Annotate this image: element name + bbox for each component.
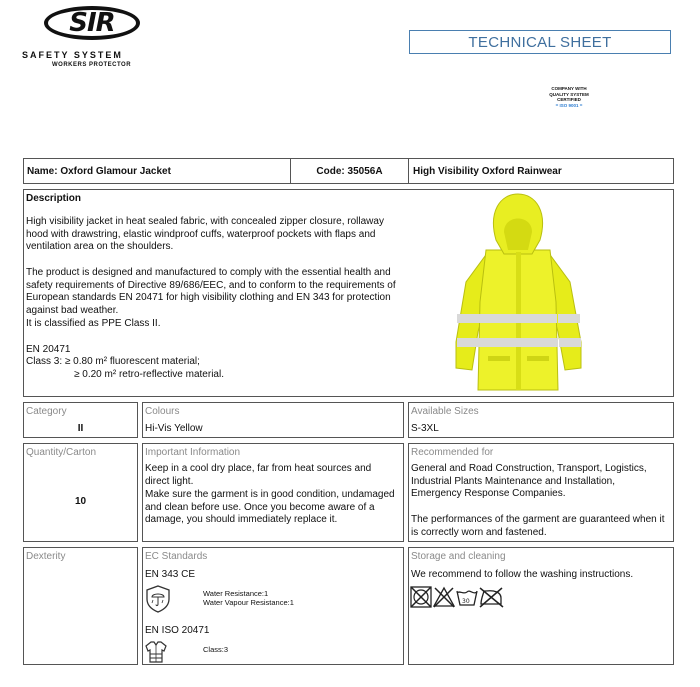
quantity-value: 10 <box>74 496 87 507</box>
product-code: Code: 35056A <box>316 165 383 177</box>
technical-sheet-title: TECHNICAL SHEET <box>409 30 671 54</box>
no-iron-icon <box>480 588 503 607</box>
colours-label: Colours <box>145 406 180 417</box>
description-paragraph-3: It is classified as PPE Class II. <box>26 318 161 329</box>
logo-brand: SIR <box>69 8 115 38</box>
water-vapour-resistance: Water Vapour Resistance:1 <box>203 598 294 607</box>
description-paragraph-2: The product is designed and manufactured to comply with the essential health and safety requirements of Directive 89/686/EEC, and to conform to the requirements of European standards EN 20471 for high visibility clothing and EN 343 for protection against bad weather. <box>26 267 396 316</box>
description-paragraph-1: High visibility jacket in heat sealed fabric, with concealed zipper closure, rollaway hood with drawstring, elastic windproof cuffs, waterproof pockets with flaps and ventilation area on the shoulders. <box>26 216 384 252</box>
category-value: II <box>77 423 84 434</box>
storage-text: We recommend to follow the washing instructions. <box>411 569 634 580</box>
recommended-text-1: General and Road Construction, Transport, Logistics, Industrial Plants Maintenance and Installation, Emergency Response Companies. <box>411 463 647 499</box>
ec-standard-2: EN ISO 20471 <box>145 625 210 636</box>
information-text-1: Keep in a cool dry place, far from heat sources and direct light. <box>145 463 372 487</box>
jacket-product-image <box>448 192 588 392</box>
storage-label: Storage and cleaning <box>411 551 506 562</box>
dexterity-cell <box>23 547 138 665</box>
high-visibility-icon <box>145 640 167 664</box>
svg-text:30: 30 <box>462 598 470 605</box>
sizes-label: Available Sizes <box>411 406 479 417</box>
ec-standards-label: EC Standards <box>145 551 208 562</box>
description-title: Description <box>26 193 82 204</box>
sizes-value: S-3XL <box>411 423 439 434</box>
logo-tagline: SAFETY SYSTEM <box>22 50 123 60</box>
category-label: Category <box>26 406 67 417</box>
recommended-label: Recommended for <box>411 447 494 458</box>
information-text-2: Make sure the garment is in good condition, undamaged and clean before use. Once you become aware of a damage, you should immediately replace it. <box>145 489 395 525</box>
brand-logo <box>22 6 172 74</box>
ec-standard-1: EN 343 CE <box>145 569 196 580</box>
product-line: High Visibility Oxford Rainwear <box>413 165 562 177</box>
dexterity-label: Dexterity <box>26 551 66 562</box>
no-tumble-dry-icon <box>411 587 431 607</box>
rain-protection-icon <box>145 585 171 613</box>
no-bleach-icon <box>434 588 454 607</box>
colours-value: Hi-Vis Yellow <box>145 423 203 434</box>
hivis-class: Class:3 <box>203 645 229 654</box>
product-name: Name: Oxford Glamour Jacket <box>27 165 171 177</box>
logo-subtagline: WORKERS PROTECTOR <box>52 62 132 68</box>
iso-certification-badge: COMPANY WITH QUALITY SYSTEM CERTIFIED = ISO 9001 = <box>549 86 589 108</box>
recommended-text-2: The performances of the garment are guaranteed when it is correctly worn and fastened. <box>411 514 665 538</box>
ec-standard-1-details <box>203 589 294 607</box>
care-symbols <box>410 585 518 609</box>
water-resistance: Water Resistance:1 <box>203 589 269 598</box>
description-class-line-1: Class 3: ≥ 0.80 m² fluorescent material; <box>26 356 200 367</box>
description-class-line-2: ≥ 0.20 m² retro-reflective material. <box>74 369 224 380</box>
description-standard: EN 20471 <box>26 344 71 355</box>
wash-30-icon <box>457 591 477 605</box>
information-label: Important Information <box>145 447 241 458</box>
logo-oval <box>44 6 140 40</box>
quantity-label: Quantity/Carton <box>26 447 97 458</box>
